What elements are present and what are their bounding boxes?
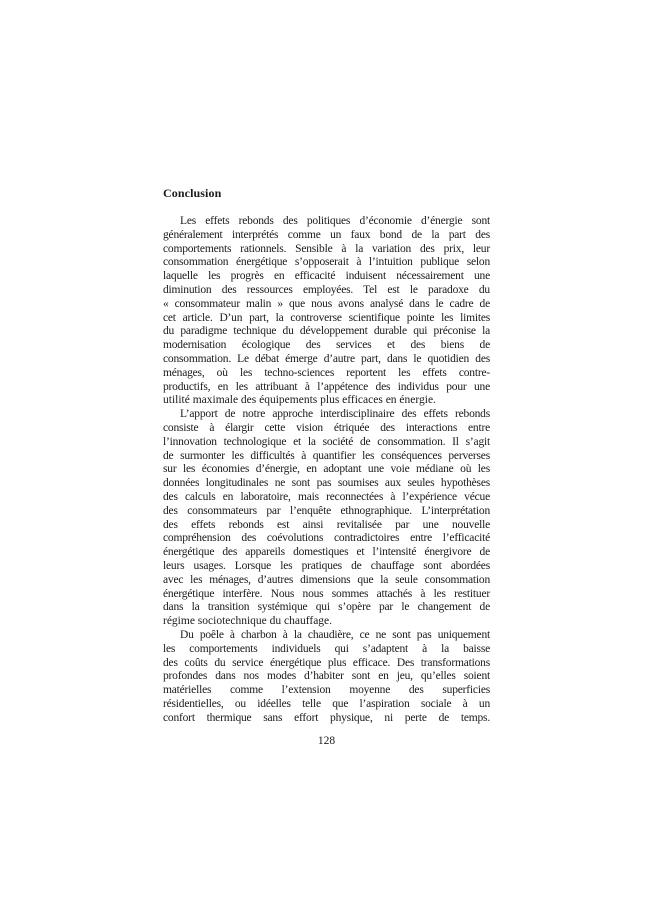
section-heading: Conclusion [163, 186, 222, 200]
paragraph [163, 215, 490, 408]
text-line: matérielles comme l’extension moyenne des superficies [163, 684, 490, 697]
text-line: L’apport de notre approche interdisciplinaire des effets rebonds [180, 408, 490, 421]
paragraphs-container [163, 215, 490, 725]
text-line: leurs usages. Lorsque les pratiques de chauffage sont abordées [163, 559, 490, 572]
text-line: diminution des ressources employées. Tel est le paradoxe du [163, 283, 490, 296]
text-line: du paradigme technique du développement durable qui préconise la [163, 325, 490, 338]
page-number: 128 [317, 735, 336, 747]
text-line: l’innovation technologique et la société de consommation. Il s’agit [163, 435, 490, 448]
text-line: confort thermique sans effort physique, ni perte de temps. [163, 711, 490, 724]
text-line: énergétique des appareils domestiques et l’intensité énergivore de [163, 546, 490, 559]
text-line: compréhension des coévolutions contradictoires entre l’efficacité [163, 532, 490, 545]
text-line: Du poêle à charbon à la chaudière, ce ne sont pas uniquement [180, 628, 490, 641]
paragraph [163, 629, 490, 726]
text-line: sur les économies d’énergie, en adoptant une voie médiane où les [163, 463, 490, 476]
text-line: résidentielles, ou idéelles telle que l’aspiration sociale à un [163, 697, 490, 710]
text-line: généralement interprétés comme un faux bond de la part des [163, 228, 490, 241]
text-line: les comportements individuels qui s’adaptent à la baisse [163, 642, 490, 655]
text-line: productifs, en les attribuant à l’appétence des individus pour une [163, 380, 490, 393]
paragraph [163, 408, 490, 629]
text-line: modernisation écologique des services et des biens de [163, 339, 490, 352]
text-line: des consommateurs par l’enquête ethnographique. L’interprétation [163, 504, 490, 517]
text-line: Les effets rebonds des politiques d’économie d’énergie sont [180, 215, 490, 227]
text-line: des coûts du service énergétique plus efficace. Des transformations [163, 656, 490, 669]
text-line: consiste à élargir cette vision étriquée des interactions entre [163, 421, 490, 434]
text-line: consommation énergétique s’opposerait à l’intuition publique selon [163, 256, 490, 269]
text-line: utilité maximale des équipements plus efficaces en énergie. [163, 394, 436, 407]
text-line: cet article. D’un part, la controverse scientifique pointe les limites [163, 311, 490, 324]
text-line: dans la transition systémique qui s’opère par le changement de [163, 601, 490, 614]
text-line: régime sociotechnique du chauffage. [163, 615, 333, 628]
text-line: des effets rebonds est ainsi revitalisée par une nouvelle [163, 518, 490, 531]
text-block [163, 186, 490, 725]
text-line: laquelle les progrès en efficacité induisent nécessairement une [163, 270, 490, 283]
text-line: « consommateur malin » que nous avons analysé dans le cadre de [163, 297, 490, 310]
text-line: données longitudinales ne sont pas soumises aux seules hypothèses [163, 477, 490, 490]
text-line: profondes dans nos modes d’habiter sont en jeu, qu’elles soient [163, 670, 490, 683]
text-line: comportements rationnels. Sensible à la variation des prix, leur [163, 242, 490, 255]
text-line: avec les ménages, d’autres dimensions que la seule consommation [163, 573, 490, 586]
text-line: des calculs en laboratoire, mais reconnectées à l’expérience vécue [163, 490, 490, 503]
text-line: consommation. Le débat émerge d’autre part, dans le quotidien des [163, 352, 490, 365]
text-line: énergétique interfère. Nous nous sommes attachés à les restituer [163, 587, 490, 600]
text-line: de surmonter les difficultés à quantifier les conséquences perverses [163, 449, 490, 462]
text-line: ménages, où les techno-sciences reportent les effets contre- [163, 366, 490, 379]
